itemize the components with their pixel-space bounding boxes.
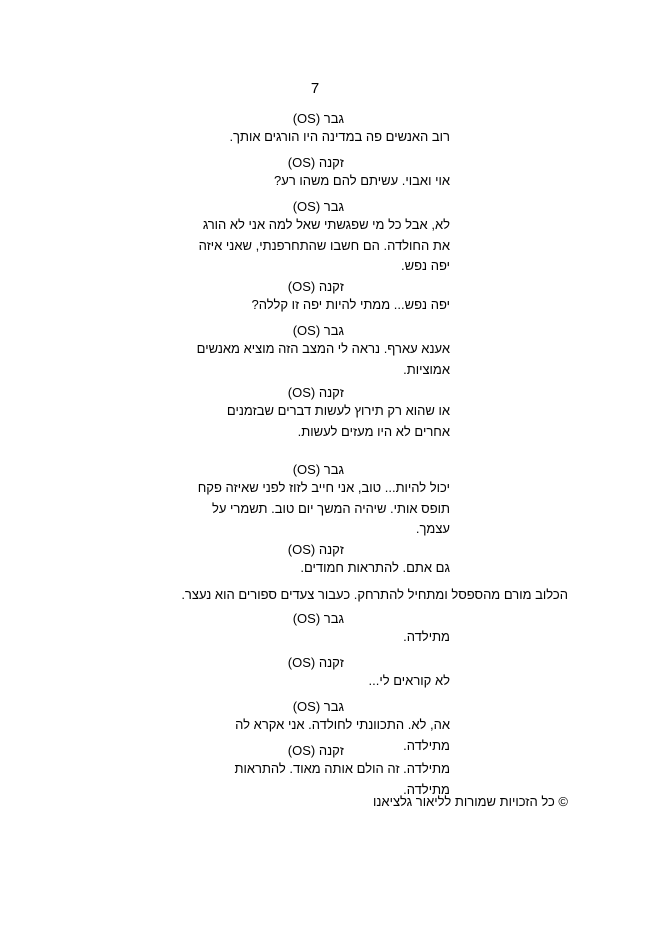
action-line: הכלוב מורם מהספסל ומתחיל להתרחק. כעבור צעדים ספורים הוא נעצר. xyxy=(181,587,568,602)
character-name: זקנה (OS) xyxy=(287,155,344,170)
character-name: גבר (OS) xyxy=(292,611,344,626)
dialogue-line: יפה נפש... ממתי להיות יפה זו קללה? xyxy=(251,297,450,312)
copyright-notice: © כל הזכויות שמורות לליאור גלציאנו xyxy=(373,794,568,809)
dialogue-line: אענא עארף. נראה לי המצב הזה מוציא מאנשים אמוציות. xyxy=(196,341,450,377)
character-name: זקנה (OS) xyxy=(287,542,344,557)
character-name: גבר (OS) xyxy=(292,462,344,477)
dialogue-line: יכול להיות... טוב, אני חייב לזוז לפני שאיזה פקח תופס אותי. שיהיה המשך יום טוב. תשמרי על עצמך. xyxy=(197,480,450,536)
dialogue-line: אה, לא. התכוונתי לחולדה. אני אקרא לה מתילדה. xyxy=(235,717,450,753)
dialogue-line: או שהוא רק תירוץ לעשות דברים שבזמנים אחרים לא היו מעזים לעשות. xyxy=(226,403,450,439)
dialogue-line: אוי ואבוי. עשיתם להם משהו רע? xyxy=(274,173,450,188)
dialogue-line: לא קוראים לי... xyxy=(368,673,450,688)
dialogue-line: גם אתם. להתראות חמודים. xyxy=(300,560,450,575)
dialogue-line: רוב האנשים פה במדינה היו הורגים אותך. xyxy=(229,129,450,144)
dialogue-line: מתילדה. xyxy=(403,629,450,644)
dialogue-line: לא, אבל כל מי שפגשתי שאל למה אני לא הורג את החולדה. הם חשבו שהתחרפנתי, שאני איזה יפה נפש. xyxy=(198,217,450,273)
page-number: 7 xyxy=(310,80,320,97)
character-name: גבר (OS) xyxy=(292,323,344,338)
character-name: זקנה (OS) xyxy=(287,655,344,670)
character-name: זקנה (OS) xyxy=(287,279,344,294)
character-name: גבר (OS) xyxy=(292,199,344,214)
character-name: זקנה (OS) xyxy=(287,743,344,758)
character-name: זקנה (OS) xyxy=(287,385,344,400)
dialogue-line: מתילדה. זה הולם אותה מאוד. להתראות מתילדה. xyxy=(234,761,450,797)
character-name: גבר (OS) xyxy=(292,699,344,714)
character-name: גבר (OS) xyxy=(292,111,344,126)
